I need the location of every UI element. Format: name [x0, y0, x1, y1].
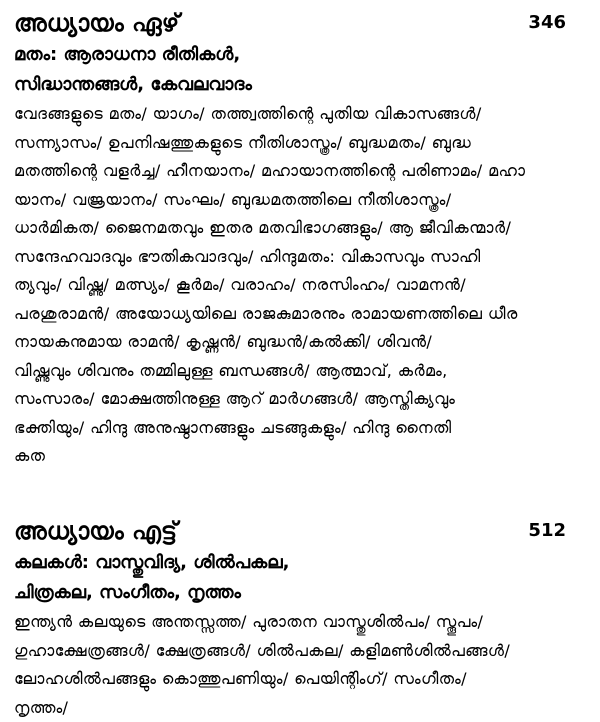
- contents-text-line: ഇന്ത്യൻ കലയുടെ അന്തസ്സത്ത/ പുരാതന വാസ്തുശിൽപം/ സ്തൂപം/: [14, 608, 570, 637]
- contents-text-line: ഗുഹാക്ഷേത്രങ്ങൾ/ ക്ഷേത്രങ്ങൾ/ ശിൽപകല/ കളിമൺശിൽപങ്ങൾ/: [14, 637, 570, 666]
- chapter-page-number: 346: [528, 6, 566, 40]
- contents-text-line: ഭക്തിയും/ ഹിന്ദു അനുഷ്ഠാനങ്ങളും ചടങ്ങുകളും/ ഹിന്ദു നൈതി: [14, 414, 570, 443]
- contents-text-line: ലോഹശിൽപങ്ങളും കൊത്തുപണിയും/ പെയിന്റിംഗ്/ സംഗീതം/: [14, 665, 570, 694]
- chapter-title: അധ്യായം എട്ട്: [14, 514, 177, 548]
- contents-text-line: സന്ദേഹവാദവും ഭൗതികവാദവും/ ഹിന്ദുമതം: വികാസവും സാഹി: [14, 243, 570, 272]
- contents-text-line: പരശുരാമൻ/ അയോധ്യയിലെ രാജകുമാരനും രാമായണത്തിലെ ധീര: [14, 300, 570, 329]
- contents-text-line: കത: [14, 442, 570, 471]
- chapter-subtitle-line: മതം: ആരാധനാ രീതികൾ,: [14, 40, 570, 70]
- contents-text-line: സംസാരം/ മോക്ഷത്തിനുള്ള ആറ് മാർഗങ്ങൾ/ ആസ്തിക്യവും: [14, 385, 570, 414]
- chapter-title: അധ്യായം ഏഴ്: [14, 6, 179, 40]
- contents-text-line: ധാർമികത/ ജൈനമതവും ഇതര മതവിഭാഗങ്ങളും/ ആ ജീവികന്മാർ/: [14, 214, 570, 243]
- contents-text-line: യാനം/ വജ്രയാനം/ സംഘം/ ബുദ്ധമതത്തിലെ നീതിശാസ്ത്രം/: [14, 186, 570, 215]
- contents-text-line: വേദങ്ങളുടെ മതം/ യാഗം/ തത്ത്വത്തിന്റെ പുതിയ വികാസങ്ങൾ/: [14, 100, 570, 129]
- chapter-eight-section: [14, 514, 570, 722]
- contents-text-line: നൃത്തം/: [14, 694, 570, 722]
- chapter-seven-section: [14, 6, 570, 471]
- contents-text-line: സന്ന്യാസം/ ഉപനിഷത്തുകളുടെ നീതിശാസ്ത്രം/ ബുദ്ധമതം/ ബുദ്ധ: [14, 129, 570, 158]
- contents-text-line: നായകനുമായ രാമൻ/ കൃഷ്ണൻ/ ബുദ്ധൻ/കൽക്കി/ ശിവൻ/: [14, 328, 570, 357]
- chapter-heading: [14, 6, 570, 40]
- chapter-page-number: 512: [528, 514, 566, 548]
- chapter-subtitle-line: കലകൾ: വാസ്തുവിദ്യ, ശിൽപകല,: [14, 548, 570, 578]
- chapter-subtitle-line: ചിത്രകല, സംഗീതം, നൃത്തം: [14, 578, 570, 608]
- chapter-subtitle-line: സിദ്ധാന്തങ്ങൾ, കേവലവാദം: [14, 70, 570, 100]
- contents-text-line: മതത്തിന്റെ വളർച്ച/ ഹീനയാനം/ മഹായാനത്തിന്റെ പരിണാമം/ മഹാ: [14, 157, 570, 186]
- contents-text-line: വിഷ്ണുവും ശിവനും തമ്മിലുള്ള ബന്ധങ്ങൾ/ ആത്മാവ്, കർമം,: [14, 357, 570, 386]
- contents-text-line: ത്യവും/ വിഷ്ണു/ മത്സ്യം/ കൂർമം/ വരാഹം/ നരസിംഹം/ വാമനൻ/: [14, 271, 570, 300]
- chapter-heading: [14, 514, 570, 548]
